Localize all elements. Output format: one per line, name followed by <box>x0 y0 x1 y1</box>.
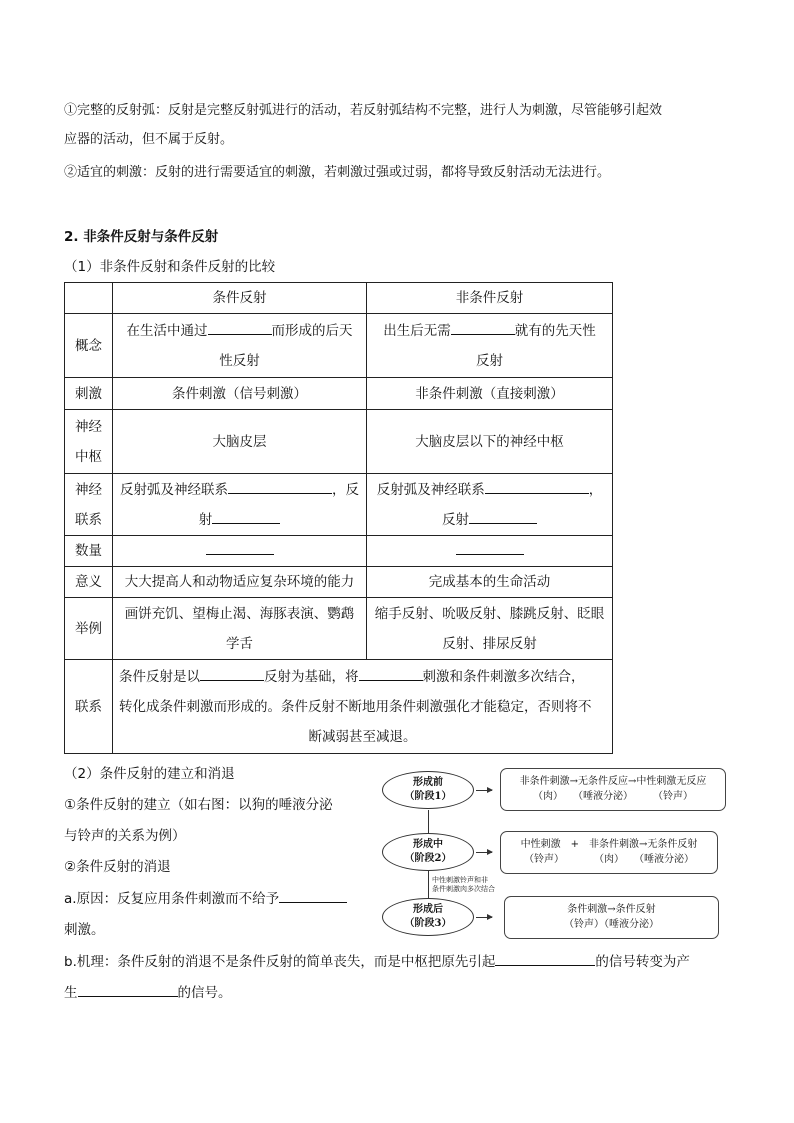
stage2-box: 中性刺激 + 非条件刺激→无条件反射 （铃声） （肉） （唾液分泌） <box>500 831 718 874</box>
fill-blank[interactable] <box>451 320 515 335</box>
intro-line-2: 应器的活动，但不属于反射。 <box>64 132 234 147</box>
header-unconditioned: 非条件反射 <box>367 283 613 314</box>
fill-blank[interactable] <box>485 479 589 494</box>
table-row-concept <box>65 314 613 378</box>
intro-line-3: ②适宜的刺激：反射的进行需要适宜的刺激，若刺激过强或过弱，都将导致反射活动无法进行。 <box>64 165 611 180</box>
text-line: ②条件反射的消退 <box>64 859 171 875</box>
table-row-relation: 联系 条件反射是以 反射为基础，将 刺激和条件刺激多次结合， 转化成条件刺激而形成的。条件反射不断地用条件刺激强化才能稳定，否则将不 断减弱甚至减退。 <box>65 660 613 754</box>
arrow-icon <box>476 790 492 791</box>
subsection-title: （2）条件反射的建立和消退 <box>64 766 235 782</box>
fill-blank[interactable] <box>469 509 537 524</box>
table-row-meaning: 意义 大大提高人和动物适应复杂环境的能力 完成基本的生命活动 <box>65 567 613 598</box>
fill-blank[interactable] <box>200 666 264 681</box>
table-row-center: 神经 中枢 大脑皮层 大脑皮层以下的神经中枢 <box>65 410 613 474</box>
fill-blank[interactable] <box>359 666 423 681</box>
text-line: b.机理：条件反射的消退不是条件反射的简单丧失，而是中枢把原先引起 的信号转变为产 <box>64 947 690 978</box>
fill-blank[interactable] <box>208 320 272 335</box>
comparison-table <box>64 282 613 754</box>
section-heading: 2. 非条件反射与条件反射 <box>64 229 219 245</box>
stage2-node: 形成中 （阶段2） <box>382 833 474 871</box>
stage3-node: 形成后 （阶段3） <box>382 898 474 936</box>
text-line: ①条件反射的建立（如右图：以狗的唾液分泌 <box>64 797 333 813</box>
table-row-count: 数量 <box>65 536 613 567</box>
text-line: a.原因：反复应用条件刺激而不给予 <box>64 884 347 915</box>
fill-blank[interactable] <box>206 540 274 555</box>
table-row-stimulus: 刺激 条件刺激（信号刺激） 非条件刺激（直接刺激） <box>65 378 613 410</box>
stage1-box: 非条件刺激→无条件反应→中性刺激无反应 （肉） （唾液分泌） （铃声） <box>500 768 726 811</box>
concept-unconditioned: 出生后无需 就有的先天性 反射 <box>367 314 613 378</box>
stage3-box: 条件刺激→条件反射 （铃声）（唾液分泌） <box>504 896 719 939</box>
header-conditioned: 条件反射 <box>113 283 367 314</box>
text-line: 刺激。 <box>64 922 105 938</box>
text-line: 与铃声的关系为例） <box>64 828 186 844</box>
table-header-row <box>65 283 613 314</box>
fill-blank[interactable] <box>495 951 595 966</box>
text-line: 生 的信号。 <box>64 978 232 1009</box>
table-caption: （1）非条件反射和条件反射的比较 <box>64 259 276 275</box>
table-row-link: 神经 联系 反射弧及神经联系 ，反 射 反射弧及神经联系 ， 反射 <box>65 474 613 536</box>
stage1-node: 形成前 （阶段1） <box>382 771 474 809</box>
table-row-examples: 举例 画饼充饥、望梅止渴、海豚表演、鹦鹉 学舌 缩手反射、吮吸反射、膝跳反射、眨眼 反射、排尿反射 <box>65 598 613 660</box>
intro-line-1: ①完整的反射弧：反射是完整反射弧进行的活动，若反射弧结构不完整，进行人为刺激，尽管能够引起效 <box>64 103 663 118</box>
arrow-icon <box>476 852 492 853</box>
fill-blank[interactable] <box>228 479 332 494</box>
fill-blank[interactable] <box>212 509 280 524</box>
arrow-icon <box>476 917 492 918</box>
concept-conditioned: 在生活中通过 而形成的后天 性反射 <box>113 314 367 378</box>
fill-blank[interactable] <box>456 540 524 555</box>
diagram-note: 中性刺激铃声和非 条件刺激肉多次结合 <box>432 876 495 893</box>
fill-blank[interactable] <box>279 888 347 903</box>
fill-blank[interactable] <box>78 982 178 997</box>
row-label: 概念 <box>65 314 113 378</box>
